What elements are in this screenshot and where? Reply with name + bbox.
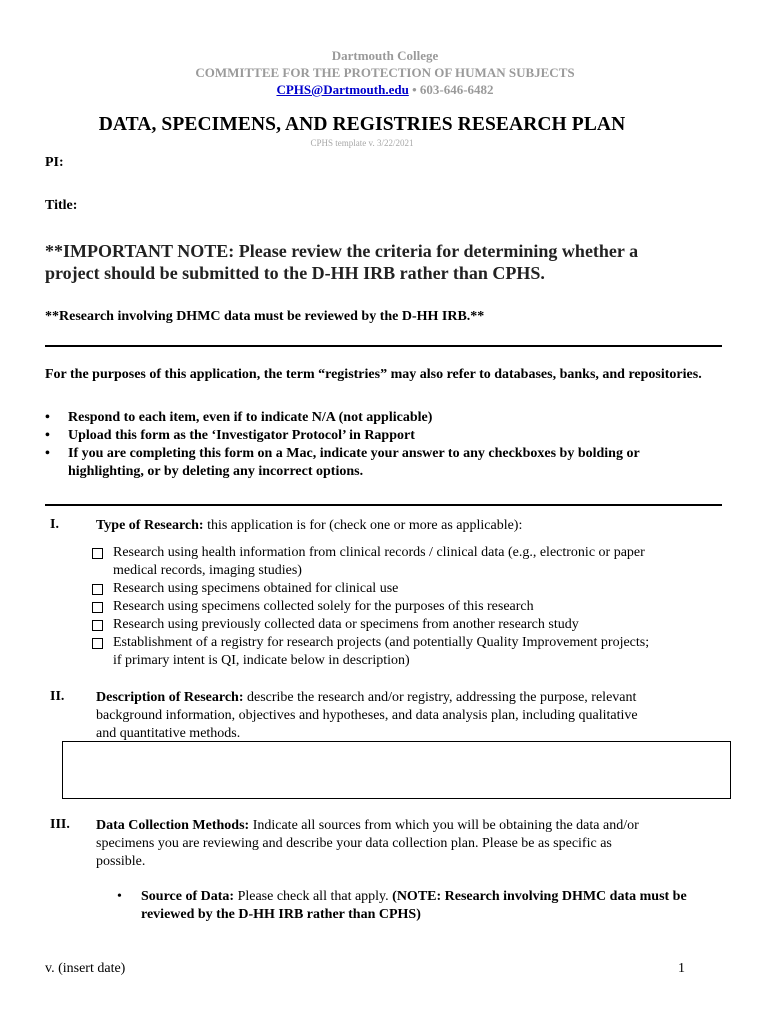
source-of-data-heading: Source of Data: bbox=[141, 889, 235, 904]
registries-note: For the purposes of this application, the term “registries” may also refer to databases, banks, and repositories. bbox=[45, 367, 702, 382]
option-previous-study[interactable]: Research using previously collected data or specimens from another research study bbox=[92, 616, 652, 634]
list-item: • Respond to each item, even if to indicate N/A (not applicable) bbox=[45, 410, 433, 425]
section-2-heading-line bbox=[96, 689, 641, 743]
institution-name: Dartmouth College bbox=[331, 48, 439, 63]
title-label: Title: bbox=[45, 198, 78, 213]
divider-top bbox=[45, 345, 722, 347]
bullet-icon: • bbox=[45, 446, 50, 461]
section-3-number: III. bbox=[50, 817, 70, 832]
checkbox-icon[interactable] bbox=[92, 548, 103, 559]
bullet-icon: • bbox=[45, 410, 50, 425]
checkbox-icon[interactable] bbox=[92, 620, 103, 631]
section-2-text: describe the research and/or registry, addressing the purpose, relevant background information, objectives and hypotheses, and data analysis plan, including qualitative and quantitative methods. bbox=[96, 690, 638, 741]
page-number: 1 bbox=[678, 961, 685, 976]
section-2-heading: Description of Research: bbox=[96, 690, 244, 705]
section-3-heading: Data Collection Methods: bbox=[96, 818, 250, 833]
section-3-heading-line bbox=[96, 817, 646, 871]
contact-line bbox=[0, 81, 770, 98]
checkbox-icon[interactable] bbox=[92, 584, 103, 595]
section-1-text: this application is for (check one or more as applicable): bbox=[203, 518, 523, 533]
checkbox-icon[interactable] bbox=[92, 638, 103, 649]
bullet-icon: • bbox=[117, 889, 122, 904]
footer-version: v. (insert date) bbox=[45, 961, 126, 976]
section-2-number: II. bbox=[50, 689, 65, 704]
source-of-data-note: (NOTE: Research involving DHMC data must be reviewed by the D-HH IRB rather than CPHS) bbox=[141, 889, 687, 922]
description-input-box[interactable] bbox=[62, 741, 731, 799]
option-registry[interactable]: Establishment of a registry for research projects (and potentially Quality Improvement projects; if primary intent is QI, indicate below in description) bbox=[92, 634, 652, 670]
checkbox-icon[interactable] bbox=[92, 602, 103, 613]
bullet-icon: • bbox=[45, 428, 50, 443]
section-3-text: Indicate all sources from which you will be obtaining the data and/or specimens you are reviewing and describe your data collection plan. Please be as specific as possible. bbox=[96, 818, 639, 869]
list-item: • If you are completing this form on a Mac, indicate your answer to any checkboxes by bolding or highlighting, or by deleting any incorrect options. bbox=[45, 446, 640, 479]
source-of-data-text: Please check all that apply. bbox=[234, 889, 393, 904]
section-1-heading-line bbox=[96, 517, 696, 535]
instructions-list bbox=[45, 409, 705, 481]
important-note: **IMPORTANT NOTE: Please review the criteria for determining whether a project should be submitted to the D-HH IRB rather than CPHS. bbox=[45, 241, 639, 283]
committee-name: COMMITTEE FOR THE PROTECTION OF HUMAN SUBJECTS bbox=[195, 65, 575, 80]
source-of-data-item bbox=[141, 888, 731, 924]
template-version: CPHS template v. 3/22/2021 bbox=[310, 138, 414, 148]
phone-number: • 603-646-6482 bbox=[408, 82, 494, 97]
pi-label: PI: bbox=[45, 155, 64, 170]
option-clinical-specimens[interactable]: Research using specimens obtained for clinical use bbox=[92, 580, 652, 598]
list-item: • Upload this form as the ‘Investigator Protocol’ in Rapport bbox=[45, 428, 415, 443]
section-1-heading: Type of Research: bbox=[96, 518, 204, 533]
option-research-specimens[interactable]: Research using specimens collected solely for the purposes of this research bbox=[92, 598, 652, 616]
section-1-number: I. bbox=[50, 517, 59, 532]
page-title: DATA, SPECIMENS, AND REGISTRIES RESEARCH PLAN bbox=[98, 114, 626, 135]
dhmc-note: **Research involving DHMC data must be reviewed by the D-HH IRB.** bbox=[45, 309, 485, 324]
divider-bottom bbox=[45, 504, 722, 506]
email-link[interactable]: CPHS@Dartmouth.edu bbox=[276, 82, 409, 97]
option-clinical-records[interactable]: Research using health information from clinical records / clinical data (e.g., electronic or paper medical records, imaging studies) bbox=[92, 544, 652, 580]
